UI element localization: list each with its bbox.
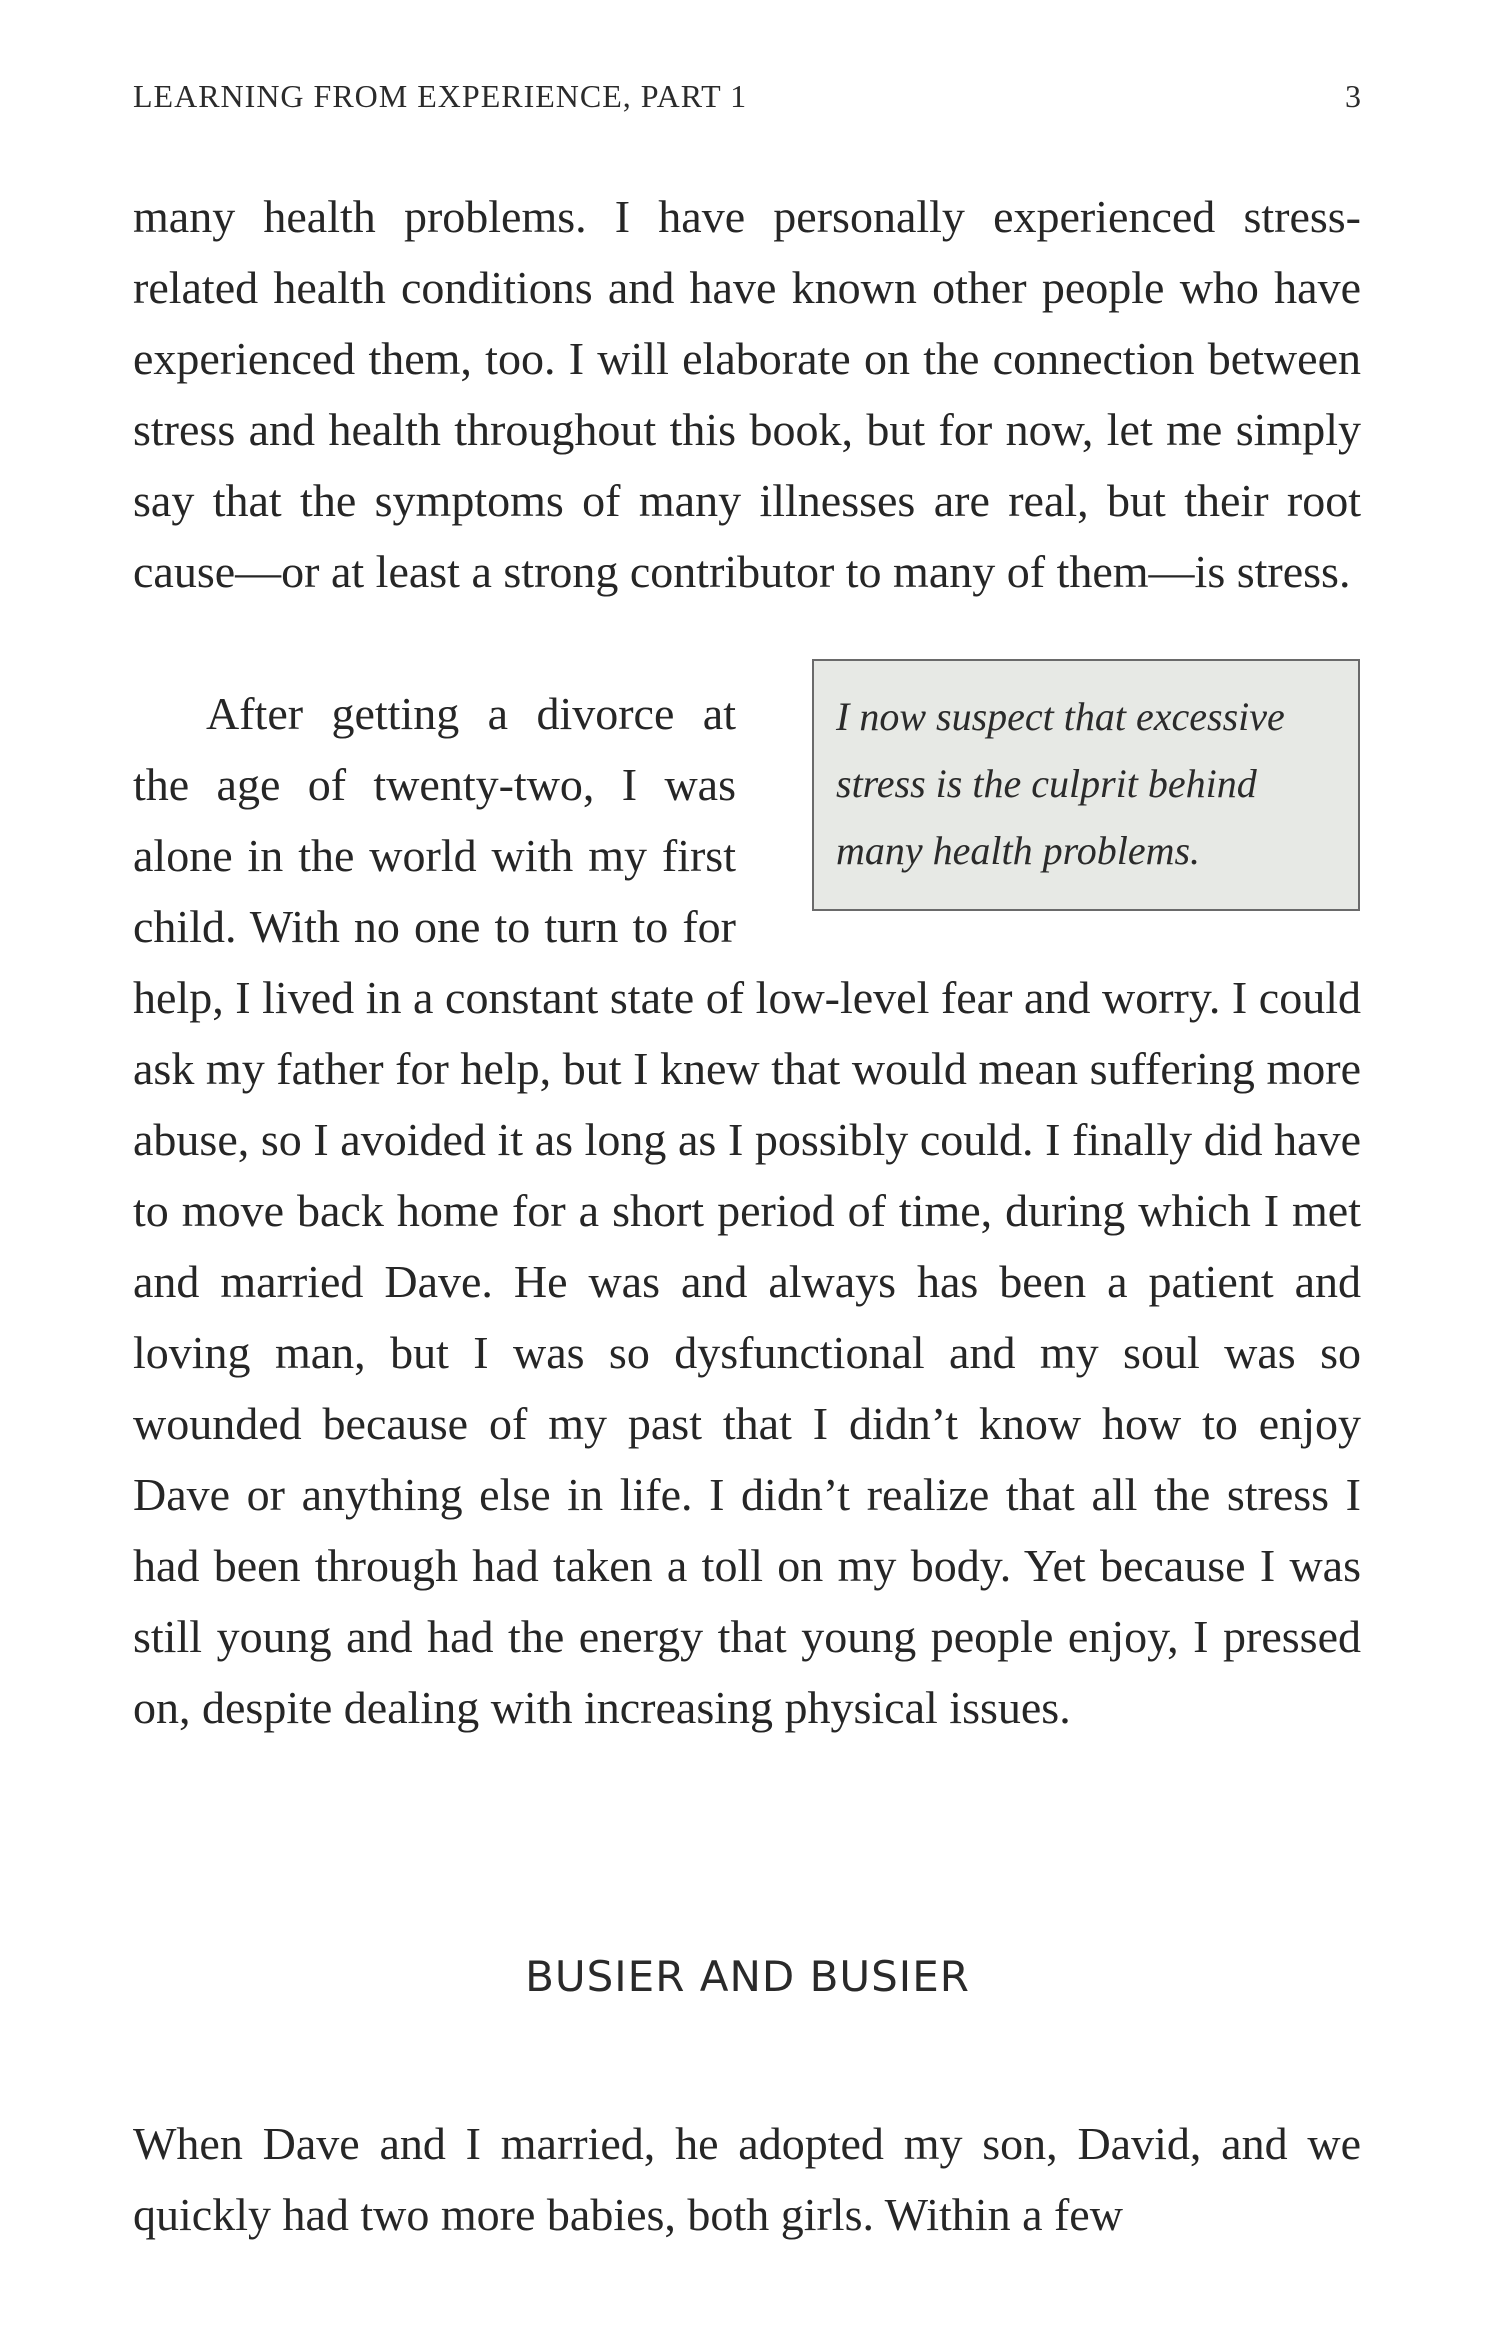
body-paragraph-1: many health problems. I have personally experienced stress-related health conditions and have known other people who have experienced them, too. I will elaborate on the connection between stress and health throughout this book, but for now, let me simply say that the symptoms of many illnesses are real, but their root cause—or at least a strong contributor to many of them—is stress. bbox=[133, 191, 1361, 597]
section-heading: BUSIER AND BUSIER bbox=[525, 1952, 970, 2001]
pullquote-box bbox=[812, 659, 1360, 911]
page-number: 3 bbox=[1345, 78, 1361, 114]
body-paragraph-3: When Dave and I married, he adopted my son, David, and we quickly had two more babies, both girls. Within a few bbox=[133, 2118, 1361, 2240]
body-paragraph-2: After getting a divorce at the age of twenty-two, I was alone in the world with my first child. With no one to turn to for help, I lived in a constant state of low-level fear and worry. I could ask my father for help, but I knew that would mean suffering more abuse, so I avoided it as long as I possibly could. I finally did have to move back home for a short period of time, during which I met and married Dave. He was and always has been a patient and loving man, but I was so dysfunctional and my soul was so wounded because of my past that I didn’t know how to enjoy Dave or anything else in life. I didn’t realize that all the stress I had been through had taken a toll on my body. Yet because I was still young and had the energy that young people enjoy, I pressed on, despite dealing with increasing physical issues. bbox=[133, 688, 1361, 1733]
pullquote-text: I now suspect that excessive stress is the culprit behind many health problems. bbox=[836, 694, 1285, 873]
running-head: LEARNING FROM EXPERIENCE, PART 1 bbox=[133, 78, 748, 114]
